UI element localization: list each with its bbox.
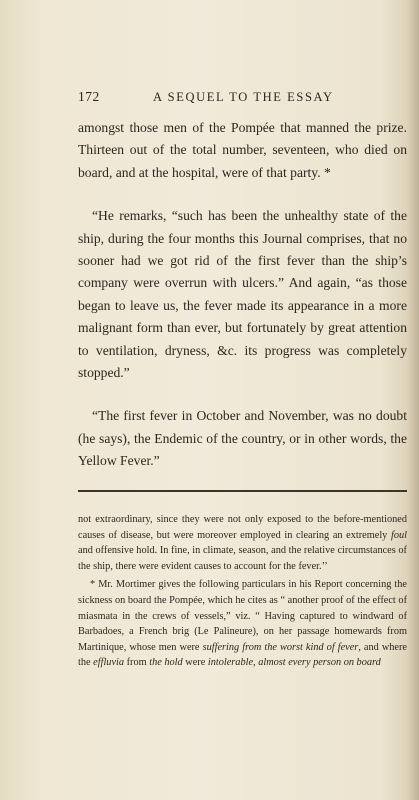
footnote-italic: suffering from the worst kind of fever: [202, 641, 359, 653]
footnote-text: not extraordinary, since they were not only exposed to the before-mentioned causes of disease, but were moreover employed in clearing an extremely: [78, 514, 407, 541]
page-edge-shadow: [407, 0, 419, 800]
paragraph-first-fever: “The first fever in October and November, was no doubt (he says), the Endemic of the country, or in other words, the Yellow Fever.”: [78, 408, 407, 469]
page-header: [78, 89, 404, 109]
footnote-rule: [78, 490, 407, 492]
page-number: 172: [78, 89, 100, 104]
running-head: A SEQUEL TO THE ESSAY: [153, 90, 334, 104]
footnote-text: from: [124, 657, 150, 669]
footnote-text: were: [182, 657, 208, 669]
footnote-text: ,: [253, 657, 259, 669]
paragraph-remarks: “He remarks, “such has been the unhealthy state of the ship, during the four months this Journal comprises, that no sooner had we got rid of the first fever than the ship’s company were overrun with ulcers.” And again, “as those began to leave us, the fever made its appearance in a more malignant form than ever, but fortunately by great attention to ventilation, dryness, &c. its progress was completely stopped.”: [78, 208, 407, 381]
footnote-italic: the hold: [149, 657, 183, 669]
footnote-italic: foul: [390, 529, 407, 541]
footnote-text: and offensive hold. In fine, in climate, season, and the relative circumstances of the ship, there were evident causes to account for the fever.’’: [78, 545, 407, 572]
footnote-italic: effluvia: [93, 657, 125, 669]
footnote-mortimer: [78, 577, 407, 671]
footnotes: [78, 512, 407, 671]
footnote-italic: intolerable: [207, 657, 254, 669]
footnote-italic: almost every person on board: [258, 657, 381, 669]
main-text: [78, 117, 407, 473]
paragraph-continued: amongst those men of the Pompée that manned the prize. Thirteen out of the total number, seventeen, who died on board, and at the hospital, were of that party. *: [78, 120, 407, 180]
footnote-continuation: [78, 512, 407, 574]
footnote-text: * Mr. Mortimer gives the following particulars in his Report concerning the sickness on board the Pompée, which he cites as “ another proof of the effect of miasmata in the crews of vessels,” viz. “ Having captured to windward of Barbadoes, a French brig (Le Palineure), on her passage homewards from Martinique, whose men were: [78, 579, 407, 653]
footnote-text: , and where the: [78, 641, 407, 669]
